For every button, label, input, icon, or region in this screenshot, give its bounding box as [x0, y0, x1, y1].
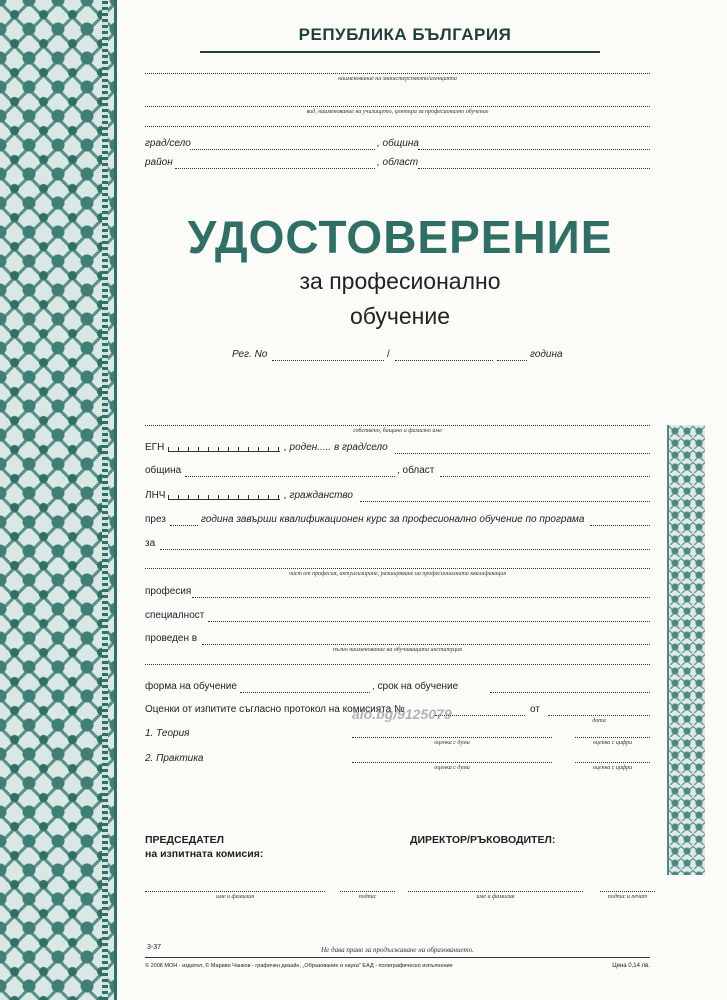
- reg-slash: /: [387, 349, 390, 360]
- right-ornamental-border: [667, 425, 705, 875]
- chair-subheading: на изпитната комисия:: [145, 848, 264, 860]
- practice-words-line: [352, 762, 552, 763]
- lnch-label: ЛНЧ: [145, 490, 166, 501]
- specialty-line: [208, 621, 650, 622]
- school-line-2: [145, 126, 650, 127]
- footer-rule: [145, 957, 650, 958]
- reg-year-label: година: [530, 349, 563, 360]
- left-ornamental-border: [0, 0, 117, 1000]
- practice-digits-caption: оценка с цифри: [592, 765, 633, 771]
- document-subtitle-line2: обучение: [349, 303, 451, 329]
- ministry-caption: наименование на министерството/агенцията: [338, 76, 457, 82]
- director-name-caption: име и фамилия: [476, 894, 515, 900]
- republic-heading: РЕПУБЛИКА БЪЛГАРИЯ: [298, 25, 512, 44]
- specialty-label: специалност: [145, 610, 205, 621]
- date-caption: дата: [592, 718, 606, 724]
- director-heading: ДИРЕКТОР/РЪКОВОДИТЕЛ:: [410, 834, 556, 846]
- footer-copyright: © 2008 МОН - издател, © Маривн Чанков - графичен дизайн, „Образование и наука" ЕАД - полиграфическо изпълнение: [145, 963, 453, 969]
- birthplace-line: [395, 453, 650, 454]
- theory-digits-caption: оценка с цифри: [592, 740, 633, 746]
- director-sign-line: [600, 891, 655, 892]
- document-title: УДОСТОВЕРЕНИЕ: [187, 211, 613, 263]
- for-label: за: [145, 538, 156, 549]
- institution-line-2: [145, 664, 650, 665]
- district-line: [175, 168, 375, 169]
- form-label: форма на обучение: [145, 681, 237, 692]
- footer-line: [145, 963, 650, 969]
- completed-text: година завърши квалификационен курс за професионално обучение по програма: [201, 514, 585, 525]
- term-line: [490, 692, 650, 693]
- practice-words-caption: оценка с думи: [434, 765, 470, 771]
- form-code: 3-37: [147, 944, 162, 951]
- name-line: [145, 425, 650, 426]
- document-subtitle-line1: за професионално: [299, 268, 501, 294]
- ministry-line: [145, 73, 650, 74]
- program-line: [590, 525, 650, 526]
- through-label: през: [145, 514, 166, 525]
- watermark-text: alo.bg/9125079: [352, 706, 452, 722]
- profession-line: [192, 597, 650, 598]
- institution-caption: пълно наименование на обучаващата институция: [333, 647, 462, 653]
- person-region-line: [440, 476, 650, 477]
- footer-notice: Не дава право за продължаване на образованието.: [321, 946, 474, 954]
- grades-intro: Оценки от изпитите съгласно протокол на комисията №: [145, 704, 405, 715]
- chair-sign-line: [340, 891, 395, 892]
- person-municipality-label: община: [145, 465, 182, 476]
- profession-label: професия: [145, 586, 192, 597]
- chair-heading: ПРЕДСЕДАТЕЛ: [145, 834, 224, 846]
- city-label: град/село: [145, 138, 191, 149]
- school-line: [145, 106, 650, 107]
- conducted-label: проведен в: [145, 633, 198, 644]
- practice-digits-line: [575, 762, 650, 763]
- reg-date-line: [395, 360, 493, 361]
- profession-scope-caption: част от професия, актуализиране, разширяване на професионалната квалификация: [288, 571, 507, 577]
- director-sign-caption: подпис и печат: [607, 894, 648, 900]
- theory-label: 1. Теория: [145, 728, 190, 739]
- lnch-boxes: [168, 491, 280, 500]
- city-line: [190, 149, 375, 150]
- protocol-date-line: [548, 715, 650, 716]
- district-label: район: [145, 157, 173, 168]
- name-caption: собствено, бащино и фамилно име: [353, 428, 442, 434]
- theory-words-line: [352, 737, 552, 738]
- theory-words-caption: оценка с думи: [434, 740, 470, 746]
- chair-sign-caption: подпис: [358, 894, 377, 900]
- citizenship-line: [360, 501, 650, 502]
- reg-year-line: [497, 360, 527, 361]
- term-label: , срок на обучение: [372, 681, 459, 692]
- conducted-line: [202, 644, 650, 645]
- reg-number-label: Рег. No: [232, 349, 268, 360]
- director-name-line: [408, 891, 583, 892]
- municipality-line: [418, 149, 650, 150]
- form-line: [240, 692, 370, 693]
- chair-name-line: [145, 891, 325, 892]
- practice-label: 2. Практика: [145, 753, 204, 764]
- region-line: [418, 168, 650, 169]
- theory-digits-line: [575, 737, 650, 738]
- header-rule: [200, 51, 600, 53]
- egn-label: ЕГН: [145, 442, 165, 453]
- from-label: от: [530, 704, 540, 715]
- municipality-label: , община: [377, 138, 419, 149]
- reg-number-line: [272, 360, 384, 361]
- egn-boxes: [168, 443, 280, 452]
- for-line: [160, 549, 650, 550]
- profession-scope-line: [145, 568, 650, 569]
- person-municipality-line: [185, 476, 395, 477]
- footer-price: Цена 0,14 лв.: [612, 963, 650, 969]
- school-caption: вид, наименование на училището, центъра за професионално обучение: [306, 109, 489, 115]
- chair-name-caption: име и фамилия: [216, 894, 254, 900]
- born-label: , роден..... в град/село: [284, 442, 388, 453]
- region-label: , област: [377, 157, 419, 168]
- through-year-line: [170, 525, 198, 526]
- citizenship-label: , гражданство: [284, 490, 353, 501]
- person-region-label: , област: [397, 465, 435, 476]
